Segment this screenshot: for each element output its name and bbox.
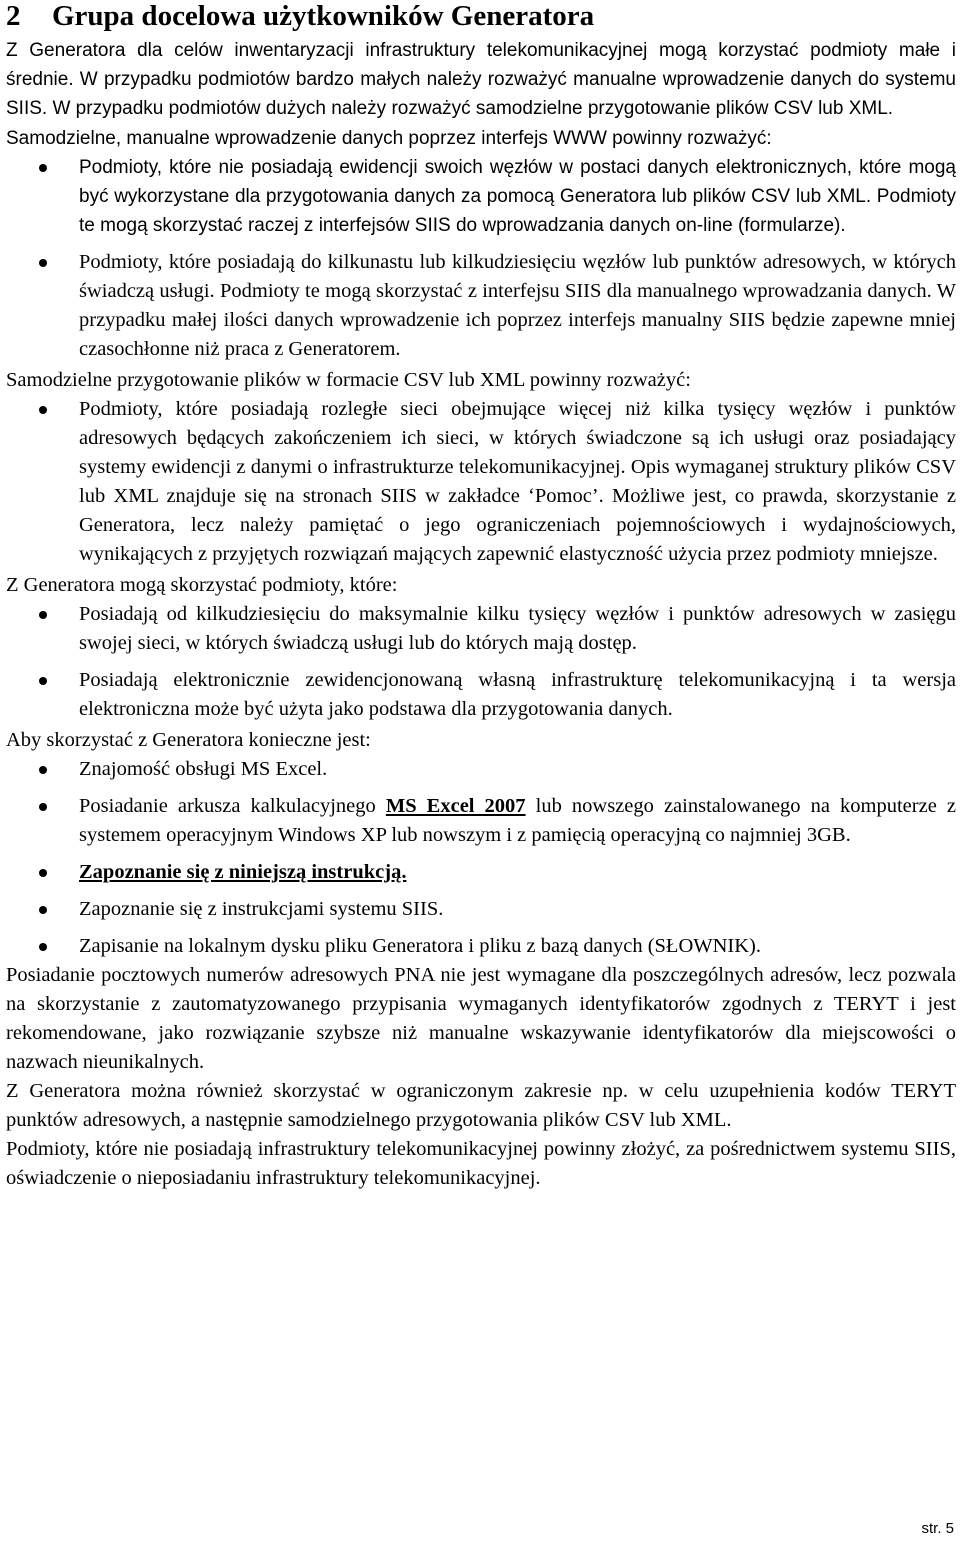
bullet-icon [39,906,47,914]
bullet-icon [39,677,47,685]
generator-users-list [6,600,956,724]
document-page [6,0,956,1193]
bullet-icon [39,943,47,951]
bullet-icon [39,259,47,267]
page-number: str. 5 [921,1520,954,1537]
bullet-icon [39,164,47,172]
ms-excel-link[interactable]: MS Excel 2007 [385,795,526,817]
section-number: 2 [6,0,21,32]
list-item-text: Posiadają elektronicznie zewidencjonowaną własną infrastrukturę telekomunikacyjną i ta wersja elektroniczna może być użyta jako podstawa dla przygotowania danych. [79,669,956,720]
bullet-icon [39,766,47,774]
manual-entry-list [6,153,956,364]
list-item [6,248,956,364]
instruction-link[interactable]: Zapoznanie się z niniejszą instrukcją. [79,861,407,883]
list-item-text: Podmioty, które nie posiadają ewidencji swoich węzłów w postaci danych elektronicznych, które mogą być wykorzystane dla przygotowania danych za pomocą Generatora lub plików CSV lub XML. Podmioty te mogą skorzystać raczej z interfejsów SIIS do wprowadzania danych on-line (formularze). [79,157,956,236]
list-item [6,858,956,887]
list-item [6,600,956,658]
list-item-text: Posiadanie arkusza kalkulacyjnego [79,795,386,817]
manual-entry-paragraph: Samodzielne, manualne wprowadzenie danych poprzez interfejs WWW powinny rozważyć: [6,128,772,149]
no-infrastructure-paragraph: Podmioty, które nie posiadają infrastruktury telekomunikacyjnej powinny złożyć, za pośrednictwem systemu SIIS, oświadczenie o nieposiadaniu infrastruktury telekomunikacyjnej. [6,1138,956,1189]
list-item [6,895,956,924]
list-item [6,395,956,569]
csv-xml-list [6,395,956,569]
list-item [6,932,956,961]
list-item-text: Posiadają od kilkudziesięciu do maksymalnie kilku tysięcy węzłów i punktów adresowych w zasięgu swojej sieci, w których świadczą usługi lub do których mają dostęp. [79,603,956,654]
pna-paragraph: Posiadanie pocztowych numerów adresowych PNA nie jest wymagane dla poszczególnych adresów, lecz pozwala na skorzystanie z zautomatyzowanego przypisania wymaganych identyfikatorów zgodnych z TERYT i jest rekomendowane, jako rozwiązanie szybsze niż manualne wskazywanie identyfikatorów dla miejscowości o nazwach nieunikalnych. [6,964,956,1073]
bullet-icon [39,803,47,811]
csv-xml-paragraph: Samodzielne przygotowanie plików w formacie CSV lub XML powinny rozważyć: [6,369,691,391]
teryt-paragraph: Z Generatora można również skorzystać w ograniczonym zakresie np. w celu uzupełnienia kodów TERYT punktów adresowych, a następnie samodzielnego przygotowania plików CSV lub XML. [6,1080,956,1131]
requirements-paragraph: Aby skorzystać z Generatora konieczne jest: [6,729,371,751]
generator-users-paragraph: Z Generatora mogą skorzystać podmioty, które: [6,574,398,596]
list-item-text: lub nowszego zainstalowanego na komputerze z systemem operacyjnym Windows XP lub nowszym i z pamięcią operacyjną co najmniej 3GB. [79,795,956,846]
list-item [6,153,956,240]
bullet-icon [39,406,47,414]
bullet-icon [39,869,47,877]
list-item-text: Zapoznanie się z instrukcjami systemu SIIS. [79,898,444,920]
section-heading [6,0,956,34]
list-item [6,666,956,724]
intro-paragraph: Z Generatora dla celów inwentaryzacji infrastruktury telekomunikacyjnej mogą korzystać podmioty małe i średnie. W przypadku podmiotów bardzo małych należy rozważyć manualne wprowadzenie danych do systemu SIIS. W przypadku podmiotów dużych należy rozważyć samodzielne przygotowanie plików CSV lub XML. [6,40,956,119]
list-item [6,755,956,784]
section-title: Grupa docelowa użytkowników Generatora [52,0,595,32]
requirements-list [6,755,956,961]
list-item-text: Zapisanie na lokalnym dysku pliku Generatora i pliku z bazą danych (SŁOWNIK). [79,935,761,957]
list-item [6,792,956,850]
bullet-icon [39,611,47,619]
list-item-text: Podmioty, które posiadają rozległe sieci obejmujące więcej niż kilka tysięcy węzłów i punktów adresowych będących zakończeniem ich sieci, w których świadczone są ich usługi oraz posiadający systemy ewidencji z danymi o infrastrukturze telekomunikacyjnej. Opis wymaganej struktury plików CSV lub XML znajduje się na stronach SIIS w zakładce ‘Pomoc’. Możliwe jest, co prawda, skorzystanie z Generatora, lecz należy pamiętać o jego ograniczeniach pojemnościowych i wydajnościowych, wynikających z przyjętych rozwiązań mających zapewnić elastyczność użycia przez podmioty mniejsze. [79,398,956,565]
list-item-text: Znajomość obsługi MS Excel. [79,758,328,780]
list-item-text: Podmioty, które posiadają do kilkunastu lub kilkudziesięciu węzłów lub punktów adresowych, w których świadczą usługi. Podmioty te mogą skorzystać z interfejsu SIIS dla manualnego wprowadzania danych. W przypadku małej ilości danych wprowadzenie ich poprzez interfejs manualny SIIS będzie zapewne mniej czasochłonne niż praca z Generatorem. [79,251,956,360]
